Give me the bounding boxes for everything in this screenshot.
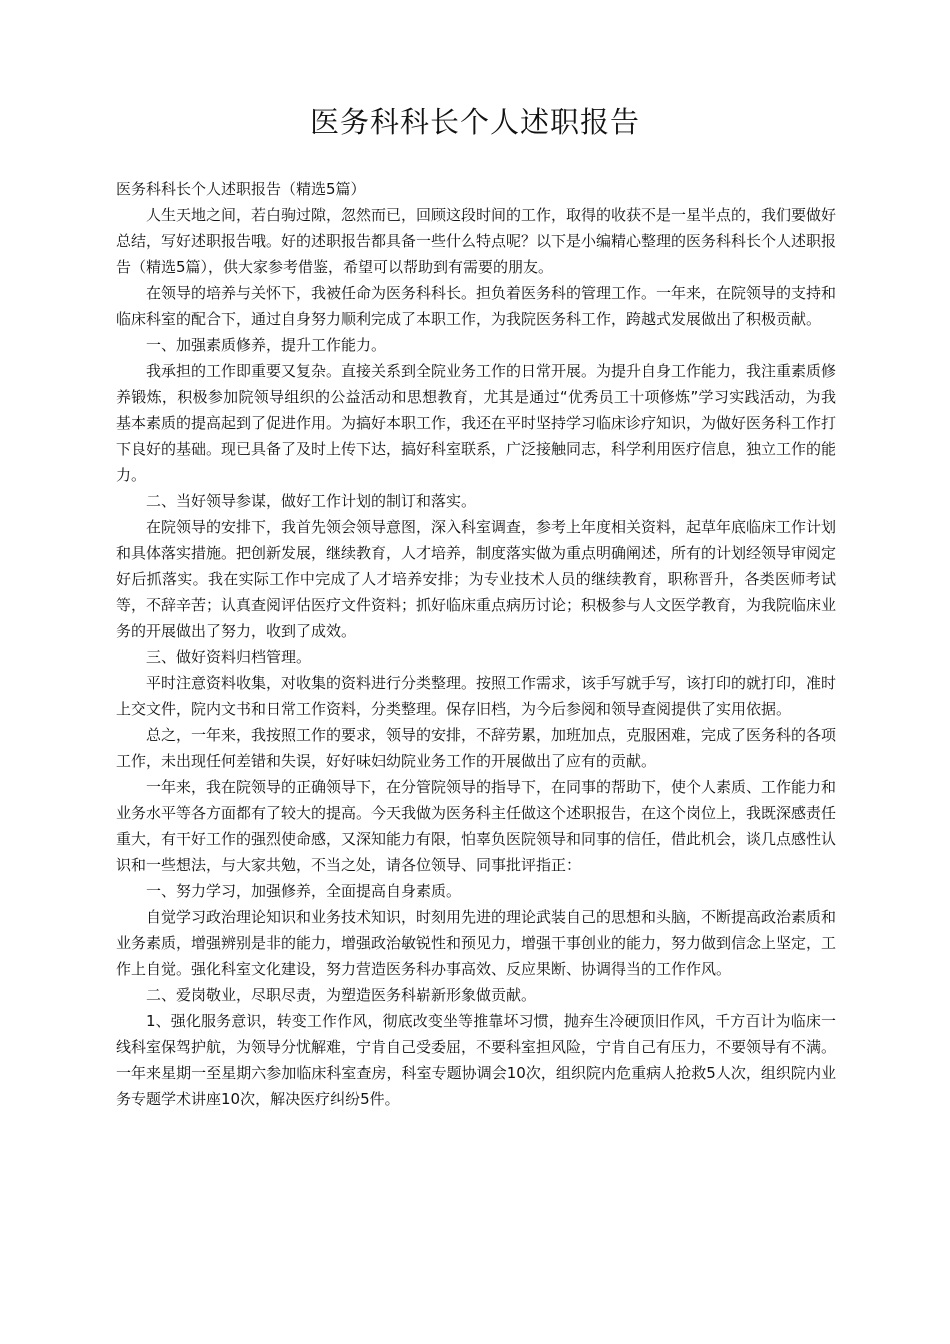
section-heading: 二、爱岗敬业，尽职尽责，为塑造医务科崭新形象做贡献。 [146, 986, 537, 1004]
paragraph: 在院领导的安排下，我首先领会领导意图，深入科室调查，参考上年度相关资料，起草年底临床工作计划和具体落实措施。把创新发展，继续教育，人才培养，制度落实做为重点明确阐述，所有的计划经领导审阅定好后抓落实。我在实际工作中完成了人才培养安排；为专业技术人员的继续教育，职称晋升，各类医师考试等，不辞辛苦；认真查阅评估医疗文件资料；抓好临床重点病历讨论；积极参与人文医学教育，为我院临床业务的开展做出了努力，收到了成效。 [116, 518, 837, 640]
section-heading: 三、做好资料归档管理。 [146, 648, 312, 666]
page-title: 医务科科长个人述职报告 [309, 105, 640, 139]
paragraph-subtitle: 医务科科长个人述职报告（精选5篇） [116, 180, 366, 198]
section-heading: 一、努力学习，加强修养，全面提高自身素质。 [146, 882, 462, 900]
paragraph: 在领导的培养与关怀下，我被任命为医务科科长。担负着医务科的管理工作。一年来，在院领导的支持和临床科室的配合下，通过自身努力顺利完成了本职工作，为我院医务科工作，跨越式发展做出了积极贡献。 [116, 284, 837, 328]
paragraph: 我承担的工作即重要又复杂。直接关系到全院业务工作的日常开展。为提升自身工作能力，我注重素质修养锻炼，积极参加院领导组织的公益活动和思想教育，尤其是通过“优秀员工十项修炼”学习实践活动，为我基本素质的提高起到了促进作用。为搞好本职工作，我还在平时坚持学习临床诊疗知识，为做好医务科工作打下良好的基础。现已具备了及时上传下达，搞好科室联系，广泛接触同志，科学利用医疗信息，独立工作的能力。 [116, 362, 837, 484]
paragraph: 人生天地之间，若白驹过隙，忽然而已，回顾这段时间的工作，取得的收获不是一星半点的，我们要做好总结，写好述职报告哦。好的述职报告都具备一些什么特点呢？以下是小编精心整理的医务科科长个人述职报告（精选5篇），供大家参考借鉴，希望可以帮助到有需要的朋友。 [116, 206, 837, 276]
section-heading: 一、加强素质修养，提升工作能力。 [146, 336, 387, 354]
section-heading: 二、当好领导参谋，做好工作计划的制订和落实。 [146, 492, 477, 510]
paragraph: 自觉学习政治理论知识和业务技术知识，时刻用先进的理论武装自己的思想和头脑，不断提高政治素质和业务素质，增强辨别是非的能力，增强政治敏锐性和预见力，增强干事创业的能力，努力做到信念上坚定，工作上自觉。强化科室文化建设，努力营造医务科办事高效、反应果断、协调得当的工作作风。 [116, 908, 837, 978]
document-body [116, 176, 836, 1112]
paragraph: 一年来，我在院领导的正确领导下，在分管院领导的指导下，在同事的帮助下，使个人素质、工作能力和业务水平等各方面都有了较大的提高。今天我做为医务科主任做这个述职报告，在这个岗位上，我既深感责任重大，有干好工作的强烈使命感，又深知能力有限，怕辜负医院领导和同事的信任，借此机会，谈几点感性认识和一些想法，与大家共勉，不当之处，请各位领导、同事批评指正： [116, 778, 837, 874]
paragraph: 总之，一年来，我按照工作的要求，领导的安排，不辞劳累，加班加点，克服困难，完成了医务科的各项工作，未出现任何差错和失误，好好味妇幼院业务工作的开展做出了应有的贡献。 [116, 726, 837, 770]
paragraph: 平时注意资料收集，对收集的资料进行分类整理。按照工作需求，该手写就手写，该打印的就打印，准时上交文件，院内文书和日常工作资料，分类整理。保存旧档，为今后参阅和领导查阅提供了实用依据。 [116, 674, 837, 718]
paragraph: 1、强化服务意识，转变工作作风，彻底改变坐等推靠坏习惯，抛弃生冷硬顶旧作风，千方百计为临床一线科室保驾护航，为领导分忧解难，宁肯自己受委屈，不要科室担风险，宁肯自己有压力，不要领导有不满。一年来星期一至星期六参加临床科室查房，科室专题协调会10次，组织院内危重病人抢救5人次，组织院内业务专题学术讲座10次，解决医疗纠纷5件。 [116, 1012, 837, 1108]
